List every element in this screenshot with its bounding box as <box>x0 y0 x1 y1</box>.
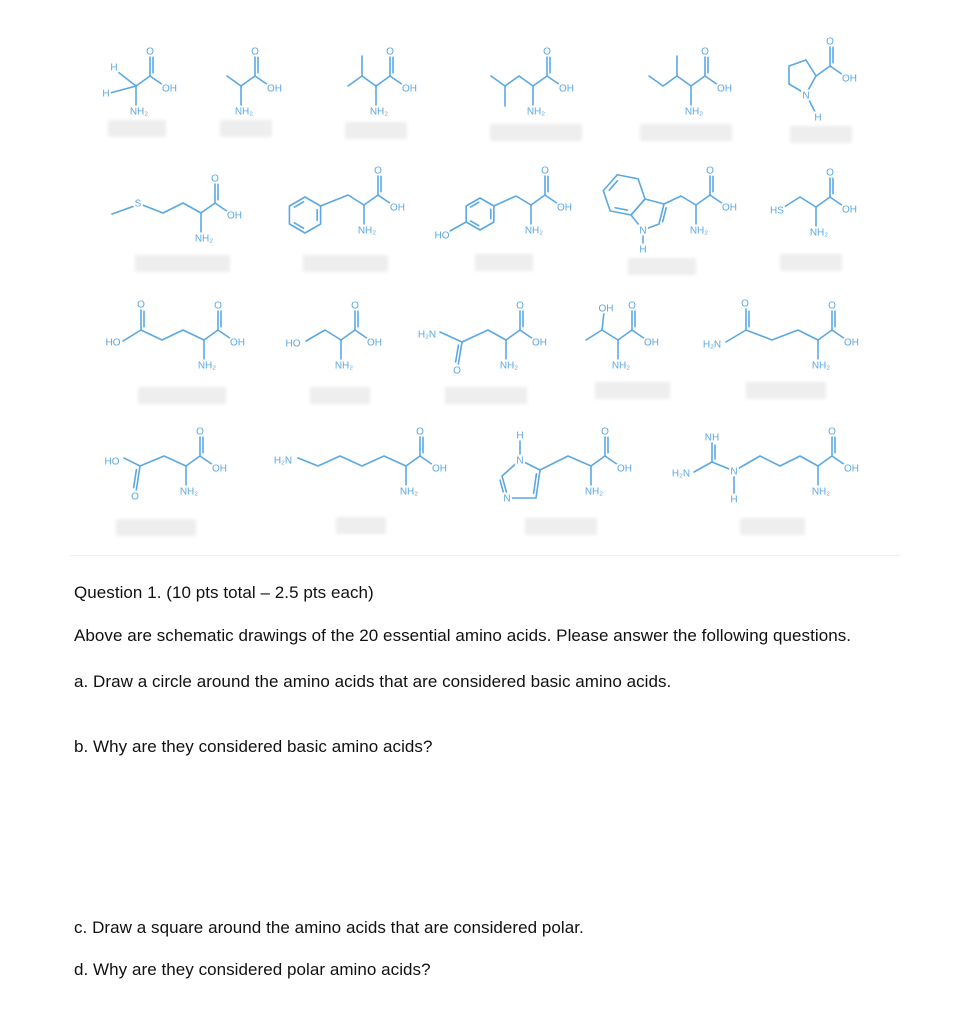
atom-label-o: O <box>131 491 139 503</box>
bond <box>649 76 677 86</box>
atom-label-n: N <box>730 466 738 478</box>
atom-label-n: N <box>639 225 647 237</box>
atom-label-o: O <box>828 300 836 312</box>
atom-label-o: O <box>386 46 394 58</box>
answer-blank <box>108 120 166 137</box>
answer-blank <box>525 518 597 535</box>
amino-acid-cysteine <box>784 175 846 229</box>
atom-label-nh2: NH₂ <box>689 225 709 237</box>
bond <box>591 434 605 466</box>
amino-acid-valine <box>348 54 406 108</box>
atom-label-s: S <box>134 198 142 210</box>
bond <box>406 434 420 466</box>
answer-blank <box>475 254 533 271</box>
atom-label-oh: OH <box>267 83 282 95</box>
atom-label-nh2: NH₂ <box>499 360 519 372</box>
answer-blank <box>640 124 732 141</box>
bond <box>491 76 533 86</box>
atom-label-nh2: NH₂ <box>611 360 631 372</box>
answer-blank <box>116 519 196 536</box>
atom-label-hs: HS <box>770 205 784 217</box>
atom-label-ho: HO <box>105 337 121 349</box>
bond <box>631 199 664 230</box>
atom-label-nh2: NH₂ <box>129 106 149 118</box>
atom-label-nh2: NH₂ <box>357 225 377 237</box>
atom-label-oh: OH <box>559 83 574 95</box>
amino-acid-glutamic-acid <box>123 308 234 362</box>
atom-label-oh: OH <box>212 463 227 475</box>
bond <box>306 330 341 341</box>
amino-acid-asparagine <box>440 308 536 366</box>
atom-label-o: O <box>601 426 609 438</box>
answer-blank <box>628 258 696 275</box>
atom-label-o: O <box>453 365 461 377</box>
atom-label-n: N <box>503 493 511 505</box>
answer-blank <box>220 120 272 137</box>
atom-label-o: O <box>628 300 636 312</box>
atom-label-oh: OH <box>844 337 859 349</box>
bond <box>540 456 591 470</box>
amino-acid-threonine <box>586 308 648 362</box>
atom-label-n: N <box>516 455 524 467</box>
atom-label-nh2: NH₂ <box>526 106 546 118</box>
atom-label-oh: OH <box>844 463 859 475</box>
answer-blank <box>336 517 386 534</box>
atom-label-oh: OH <box>162 83 177 95</box>
atom-label-nh2: NH₂ <box>684 106 704 118</box>
atom-label-o: O <box>374 165 382 177</box>
bond <box>677 56 691 86</box>
atom-label-nh2: NH₂ <box>524 225 544 237</box>
bond <box>746 308 818 340</box>
bond <box>134 469 137 487</box>
answer-blank <box>445 387 527 404</box>
atom-label-nh2: NH₂ <box>197 360 217 372</box>
atom-label-nh: NH <box>704 432 720 444</box>
bond <box>618 308 632 340</box>
answer-blank <box>740 518 805 535</box>
atom-label-h: H <box>110 62 118 74</box>
answer-blank <box>310 387 370 404</box>
atom-label-o: O <box>516 300 524 312</box>
amino-acid-serine <box>306 308 371 362</box>
bond <box>450 222 466 231</box>
atom-label-n: N <box>802 90 810 102</box>
atom-label-oh: OH <box>722 202 737 214</box>
answer-blank <box>595 382 670 399</box>
bond <box>227 76 241 86</box>
atom-label-o: O <box>251 46 259 58</box>
amino-acid-phenylalanine <box>289 173 394 233</box>
atom-label-nh2: NH₂ <box>811 486 831 498</box>
atom-label-h: H <box>639 244 647 256</box>
atom-label-o: O <box>137 299 145 311</box>
atom-label-oh: OH <box>367 337 382 349</box>
section-divider <box>70 555 900 556</box>
atom-label-oh: OH <box>717 83 732 95</box>
atom-label-oh: OH <box>842 204 857 216</box>
atom-label-oh: OH <box>230 337 245 349</box>
atom-label-oh: OH <box>557 202 572 214</box>
atom-label-ho: HO <box>434 230 450 242</box>
bond <box>376 54 390 86</box>
atom-label-oh: OH <box>617 463 632 475</box>
answer-blank <box>135 255 230 272</box>
answer-blank <box>780 254 842 271</box>
bond <box>615 208 627 210</box>
atom-label-h2n: H₂N <box>417 329 437 341</box>
bond <box>186 434 200 466</box>
bond <box>818 434 832 466</box>
bond <box>602 312 604 330</box>
bond <box>456 345 459 362</box>
question-part-c: c. Draw a square around the amino acids that are considered polar. <box>74 918 584 937</box>
atom-label-h2n: H₂N <box>273 455 293 467</box>
atom-label-h: H <box>102 88 110 100</box>
atom-label-nh2: NH₂ <box>369 106 389 118</box>
amino-acid-aspartic-acid <box>124 434 216 492</box>
atom-label-o: O <box>826 36 834 48</box>
bond <box>534 474 537 494</box>
bond <box>440 332 462 342</box>
bond <box>136 54 150 86</box>
bond <box>110 86 136 93</box>
atom-label-o: O <box>826 167 834 179</box>
bond <box>341 308 355 340</box>
bond <box>124 458 140 466</box>
atom-label-o: O <box>196 426 204 438</box>
bond <box>348 76 362 86</box>
atom-label-o: O <box>211 173 219 185</box>
bond <box>321 195 364 206</box>
question-part-d: d. Why are they considered polar amino acids? <box>74 960 431 979</box>
bond <box>123 330 141 341</box>
amino-acid-glycine <box>110 54 166 108</box>
bond <box>201 181 215 213</box>
atom-label-oh: OH <box>532 337 547 349</box>
bond <box>816 175 830 207</box>
bond <box>691 54 705 86</box>
amino-acid-alanine <box>227 54 271 108</box>
bond <box>289 197 320 233</box>
bond <box>298 456 406 466</box>
question-part-a: a. Draw a circle around the amino acids that are considered basic amino acids. <box>74 672 672 691</box>
bond <box>118 72 136 86</box>
atom-label-nh2: NH₂ <box>234 106 254 118</box>
bond <box>789 60 816 94</box>
bond <box>112 203 201 214</box>
atom-label-o: O <box>541 165 549 177</box>
atom-label-nh2: NH₂ <box>399 486 419 498</box>
bond <box>664 196 696 205</box>
bond <box>586 330 618 340</box>
answer-blank <box>490 124 582 141</box>
bond <box>506 308 520 340</box>
bond <box>816 44 830 76</box>
atom-label-o: O <box>146 46 154 58</box>
bond <box>494 196 531 206</box>
atom-label-ho: HO <box>104 456 120 468</box>
amino-acid-proline <box>789 44 846 114</box>
atom-label-h: H <box>516 430 524 442</box>
answer-blank <box>303 255 388 272</box>
atom-label-o: O <box>214 300 222 312</box>
bond <box>818 308 832 340</box>
atom-label-nh2: NH₂ <box>584 486 604 498</box>
atom-label-o: O <box>351 300 359 312</box>
bond <box>458 330 506 366</box>
amino-acid-leucine <box>491 54 563 108</box>
question-part-b: b. Why are they considered basic amino acids? <box>74 737 433 756</box>
atom-label-nh2: NH₂ <box>194 233 214 245</box>
answer-blank <box>138 387 226 404</box>
question-intro: Above are schematic drawings of the 20 essential amino acids. Please answer the following questions. <box>74 626 852 645</box>
bond <box>241 54 255 86</box>
amino-acid-isoleucine <box>649 54 721 108</box>
bond <box>466 198 494 230</box>
bond <box>364 173 378 205</box>
answer-blank <box>746 382 826 399</box>
bond <box>362 56 376 86</box>
atom-label-oh: OH <box>644 337 659 349</box>
atom-label-o: O <box>741 298 749 310</box>
atom-label-o: O <box>706 165 714 177</box>
atom-label-oh: OH <box>390 202 405 214</box>
amino-acid-tyrosine <box>450 173 561 231</box>
atom-label-o: O <box>828 426 836 438</box>
answer-blank <box>345 122 407 139</box>
bond <box>694 462 712 472</box>
atom-label-h2n: H₂N <box>671 468 691 480</box>
amino-acid-glutamine <box>726 308 848 362</box>
question-title: Question 1. (10 pts total – 2.5 pts each) <box>74 583 374 602</box>
bond <box>784 197 816 207</box>
atom-label-oh: OH <box>227 210 242 222</box>
bond <box>204 308 218 340</box>
atom-label-oh: OH <box>598 303 614 315</box>
atom-label-ho: HO <box>285 338 301 350</box>
atom-label-nh2: NH₂ <box>809 227 829 239</box>
bond <box>141 308 204 340</box>
atom-label-h: H <box>730 494 738 506</box>
atom-label-nh2: NH₂ <box>334 360 354 372</box>
bond <box>712 456 818 471</box>
bond <box>726 330 746 342</box>
atom-label-oh: OH <box>432 463 447 475</box>
amino-acid-methionine <box>112 181 231 235</box>
atom-label-h: H <box>814 112 822 124</box>
bond <box>696 173 710 205</box>
atom-label-nh2: NH₂ <box>811 360 831 372</box>
atom-label-o: O <box>416 426 424 438</box>
bond <box>531 173 545 205</box>
answer-blank <box>790 126 852 143</box>
atom-label-oh: OH <box>402 83 417 95</box>
atom-label-o: O <box>543 46 551 58</box>
amino-acid-lysine <box>298 434 436 488</box>
atom-label-oh: OH <box>842 73 857 85</box>
atom-label-o: O <box>701 46 709 58</box>
atom-label-h2n: H₂N <box>702 339 722 351</box>
bond <box>136 456 186 492</box>
bond <box>533 54 547 86</box>
atom-label-nh2: NH₂ <box>179 486 199 498</box>
